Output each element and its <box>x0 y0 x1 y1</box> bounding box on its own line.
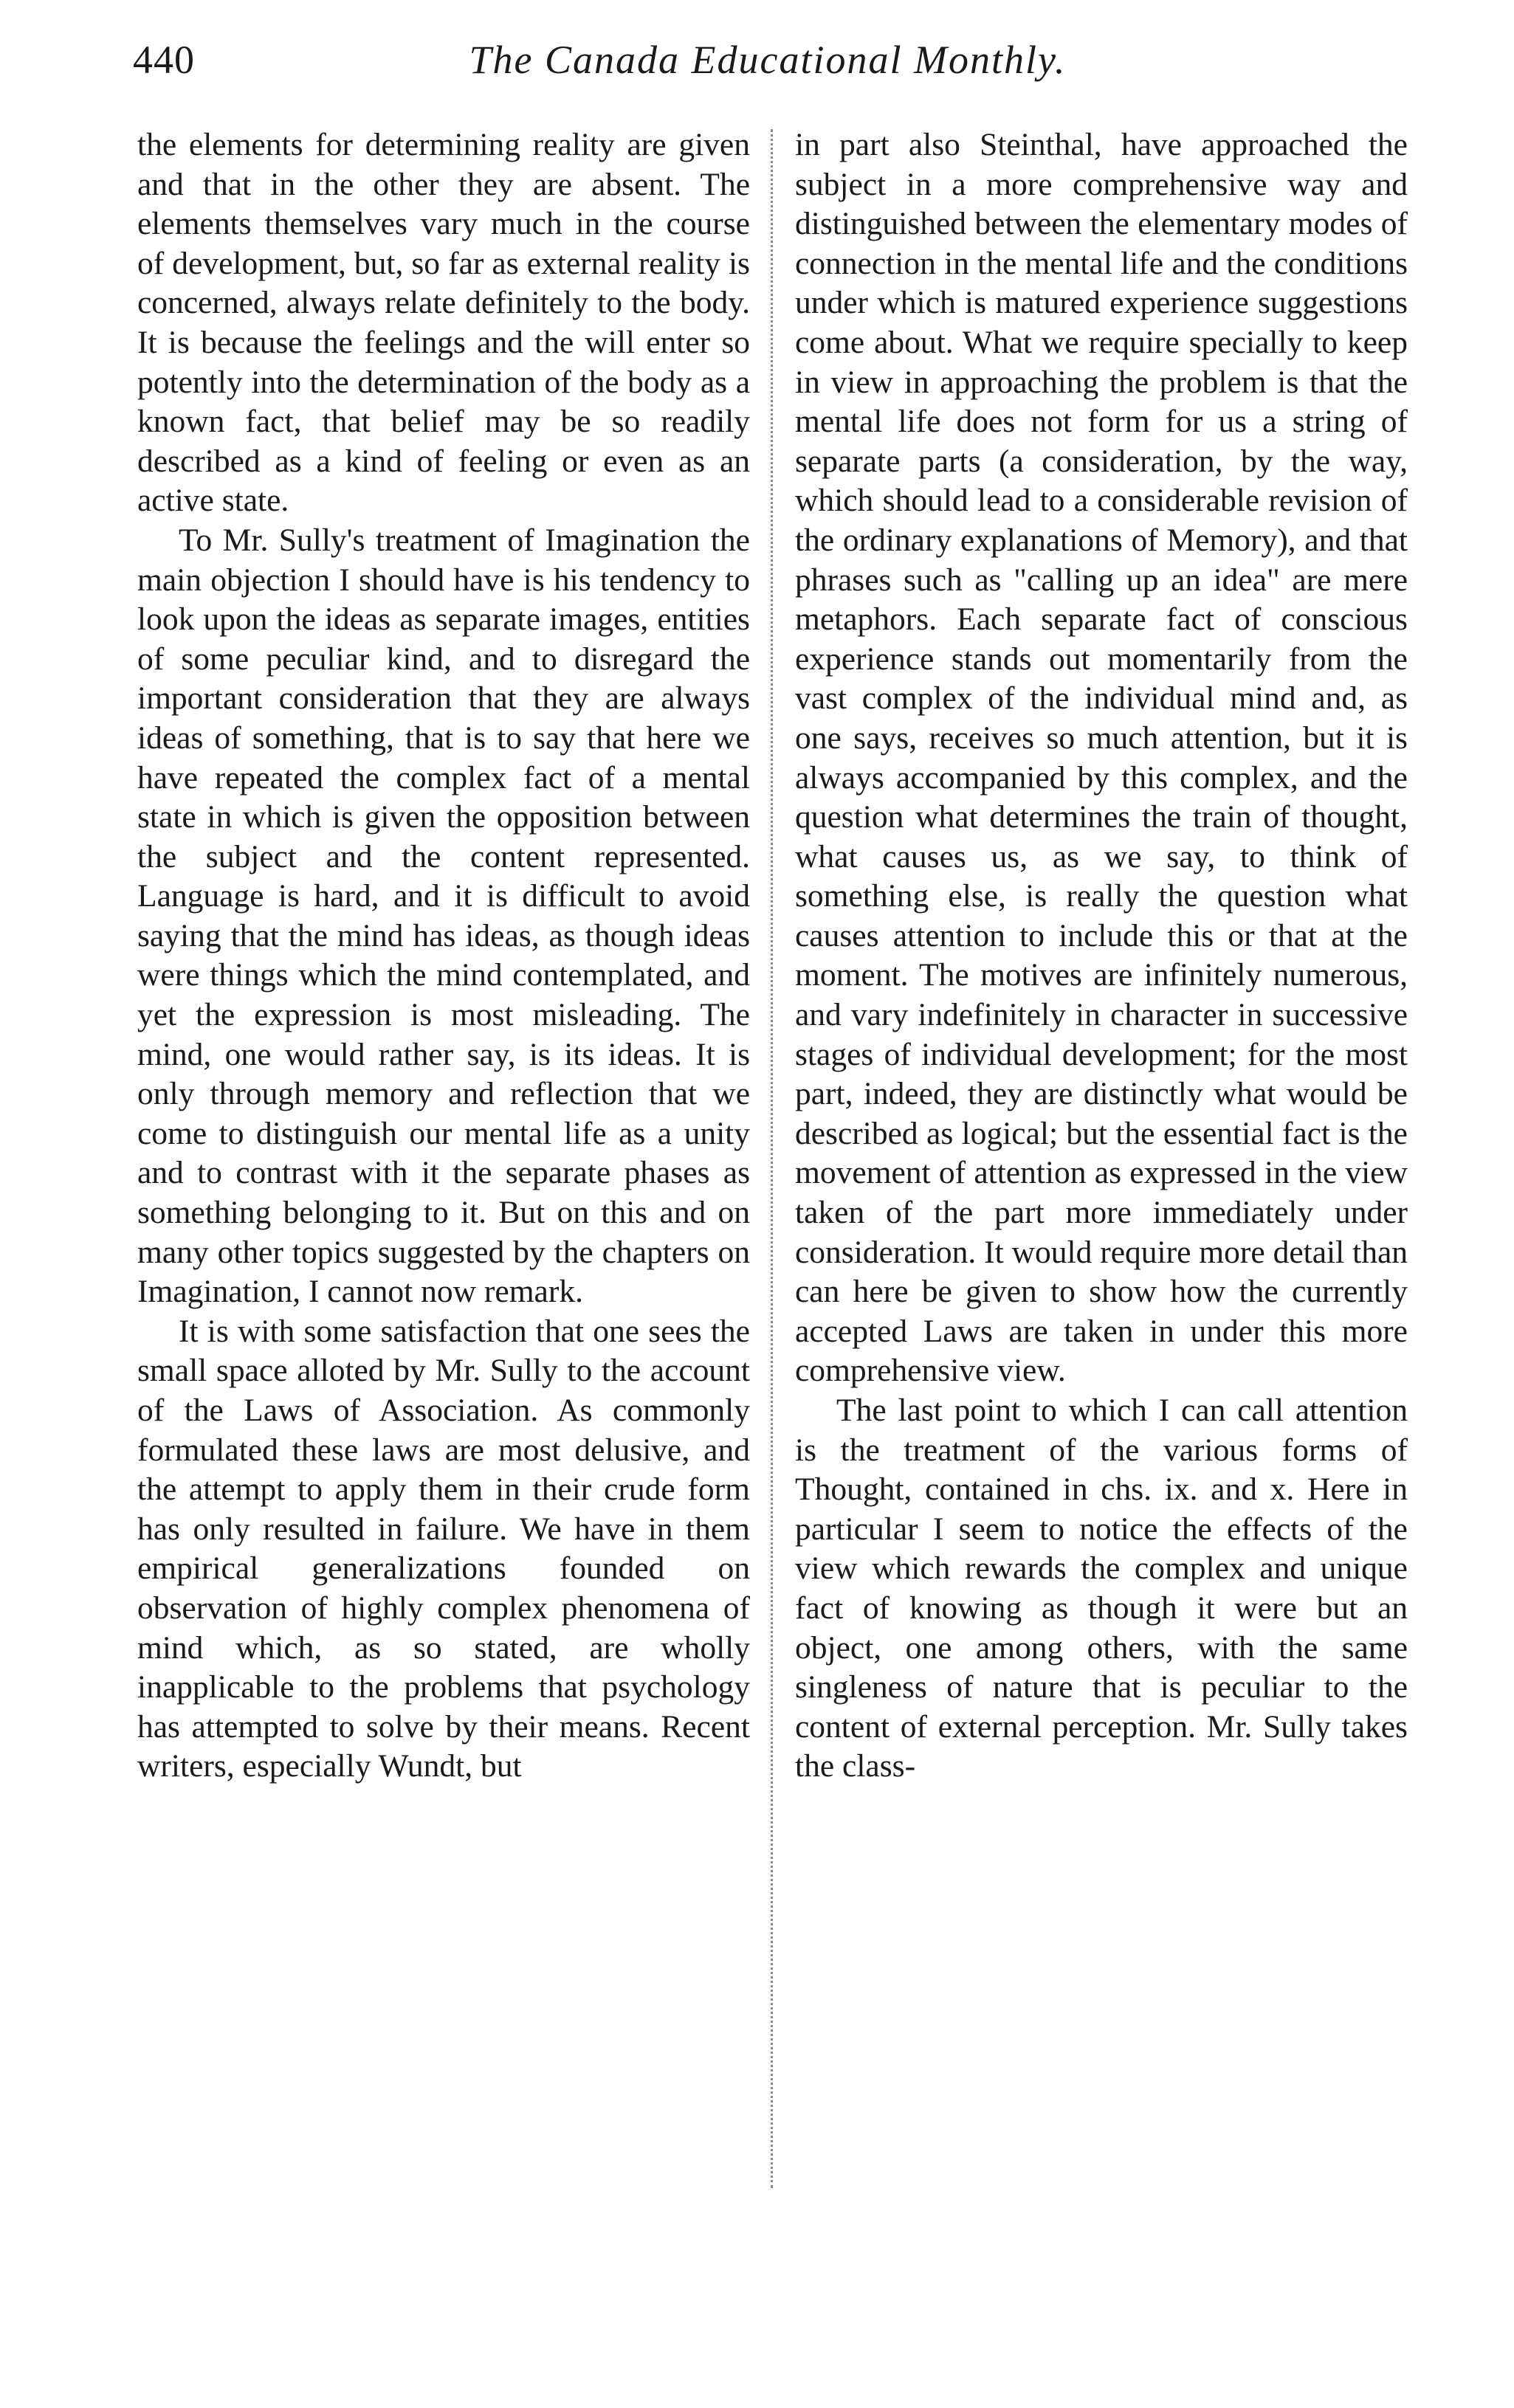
column-divider <box>771 129 773 2188</box>
left-paragraph-3: It is with some satisfaction that one sees the small space alloted by Mr. Sully to the account of the Laws of Association. As commonly formulated these laws are most delusive, and the attempt to apply them in their crude form has only resulted in failure. We have in them empirical generalizations founded on observation of highly complex phenomena of mind which, as so stated, are wholly inapplicable to the problems that psychology has attempted to solve by their means. Recent writers, especially Wundt, but <box>137 1313 750 1784</box>
left-paragraph-2: To Mr. Sully's treatment of Imagination the main objection I should have is his tendency to look upon the ideas as separate images, entities of some peculiar kind, and to disregard the important consideration that they are always ideas of something, that is to say that here we have repeated the complex fact of a mental state in which is given the opposition between the subject and the content represented. Language is hard, and it is difficult to avoid saying that the mind has ideas, as though ideas were things which the mind contemplated, and yet the expression is most misleading. The mind, one would rather say, is its ideas. It is only through memory and reflection that we come to distinguish our mental life as a unity and to contrast with it the separate phases as something belonging to it. But on this and on many other topics suggested by the chapters on Imagination, I cannot now remark. <box>137 522 750 1310</box>
right-paragraph-1: in part also Steinthal, have approached the subject in a more comprehensive way and distinguished between the elementary modes of connection in the mental life and the conditions under which is matured experience suggestions come about. What we require specially to keep in view in approaching the problem is that the mental life does not form for us a string of separate parts (a consideration, by the way, which should lead to a considerable revision of the ordinary explanations of Memory), and that phrases such as "calling up an idea" are mere metaphors. Each separate fact of conscious experience stands out momentarily from the vast complex of the individual mind and, as one says, receives so much attention, but it is always accompanied by this complex, and the question what determines the train of thought, what causes us, as we say, to think of something else, is really the question what causes attention to include this or that at the moment. The motives are infinitely numerous, and vary indefinitely in character in successive stages of individual development; for the most part, indeed, they are distinctly what would be described as logical; but the essential fact is the movement of attention as expressed in the view taken of the part more immediately under consideration. It would require more detail than can here be given to show how the currently accepted Laws are taken in under this more comprehensive view. <box>795 127 1408 1389</box>
right-column <box>795 125 1408 1787</box>
left-column <box>137 125 750 1787</box>
right-paragraph-2: The last point to which I can call attention is the treatment of the various forms of Thought, contained in chs. ix. and x. Here in particular I seem to notice the effects of the view which rewards the complex and unique fact of knowing as though it were but an object, one among others, with the same singleness of nature that is peculiar to the content of external perception. Mr. Sully takes the class- <box>795 1393 1408 1784</box>
page-number: 440 <box>133 38 195 82</box>
page-header <box>133 37 1403 103</box>
running-title: The Canada Educational Monthly. <box>469 38 1067 82</box>
left-paragraph-1: the elements for determining reality are given and that in the other they are absent. The elements themselves vary much in the course of development, but, so far as external reality is concerned, always relate definitely to the body. It is because the feelings and the will enter so potently into the determination of the body as a known fact, that belief may be so readily described as a kind of feeling or even as an active state. <box>137 127 750 519</box>
